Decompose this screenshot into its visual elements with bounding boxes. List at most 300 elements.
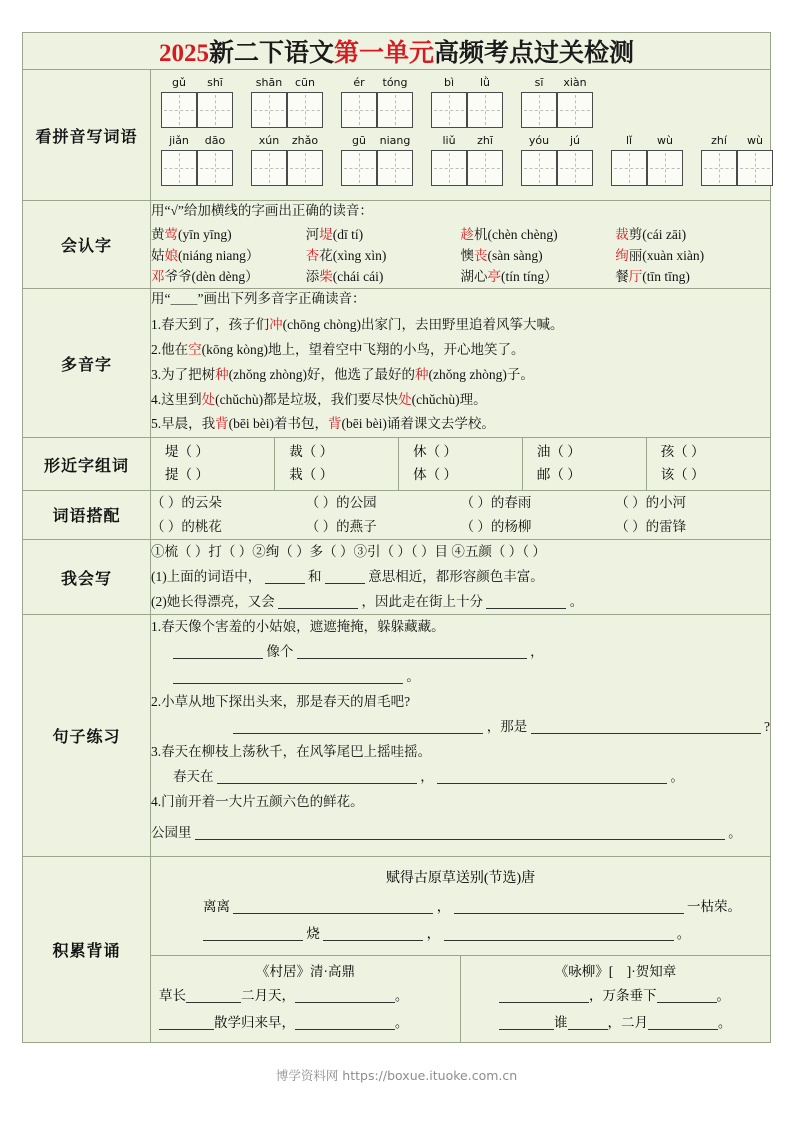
section-body-write — [151, 539, 771, 615]
tianzige-box[interactable] — [521, 92, 557, 128]
recognize-item-readings: (chái cái) — [332, 268, 384, 284]
yongliu-line1-end: 。 — [716, 988, 730, 1004]
section-row-collocation — [23, 491, 771, 539]
pinyin-word-group — [341, 76, 413, 128]
polyphone-item[interactable] — [151, 313, 770, 338]
cunju-line2-blank-2[interactable] — [295, 1014, 395, 1030]
section-row-sentence — [23, 615, 771, 857]
similar-char-bottom: 体（ ） — [413, 467, 457, 483]
similar-char-pair[interactable] — [399, 438, 523, 490]
pinyin-syllable-label: shī — [207, 76, 223, 89]
pinyin-cell — [161, 134, 197, 186]
tianzige-box[interactable] — [197, 150, 233, 186]
recognize-instruction: 用“√”给加横线的字画出正确的读音： — [151, 203, 373, 218]
sentence-4-blank-1[interactable] — [195, 824, 725, 840]
section-label-similar: 形近字组词 — [23, 438, 151, 491]
pinyin-cell — [377, 134, 413, 186]
recognize-item[interactable] — [151, 246, 306, 267]
sentence-2-end: ? — [764, 719, 770, 735]
write-q2-text-c: 。 — [569, 593, 584, 609]
section-row-recognize — [23, 201, 771, 289]
similar-char-bottom: 栽（ ） — [289, 467, 334, 483]
similar-table-row — [151, 438, 770, 490]
pinyin-cell — [431, 76, 467, 128]
pinyin-cell — [557, 76, 593, 128]
recite-line2-end: 。 — [676, 926, 690, 942]
cunju-line1-blank-1[interactable] — [186, 987, 241, 1003]
recite-line2-mid: 烧 — [306, 926, 320, 942]
pinyin-cell — [647, 134, 683, 186]
polyphone-item-number: 5. — [151, 416, 162, 432]
recognize-item-readings: (yīn yīng) — [178, 226, 232, 242]
pinyin-cell — [341, 134, 377, 186]
pinyin-cell — [377, 76, 413, 128]
pinyin-cell — [197, 134, 233, 186]
recognize-item[interactable] — [615, 246, 770, 267]
recognize-target-char: 亭 — [487, 268, 501, 284]
tianzige-box[interactable] — [431, 92, 467, 128]
polyphone-target-char: 空 — [188, 341, 202, 357]
similar-char-pair[interactable] — [151, 438, 275, 490]
write-question-2 — [151, 590, 770, 615]
cunju-line-2 — [159, 1009, 452, 1036]
worksheet-table — [22, 32, 771, 1043]
pinyin-cell — [251, 76, 287, 128]
recognize-item[interactable] — [461, 246, 616, 267]
polyphone-text: 春天到了，孩子们 — [161, 316, 270, 332]
pinyin-cell — [431, 134, 467, 186]
similar-table — [151, 438, 770, 490]
pinyin-cell — [341, 76, 377, 128]
recognize-item-readings: 剪(cái zāi) — [628, 226, 687, 242]
polyphone-target-char: 冲 — [269, 316, 283, 332]
recognize-item[interactable] — [615, 225, 770, 246]
pinyin-syllable-label: zhí — [711, 134, 727, 147]
section-row-recite — [23, 857, 771, 1043]
section-row-similar — [23, 438, 771, 491]
write-question-1 — [151, 565, 770, 590]
sentence-answer-3 — [151, 765, 770, 790]
polyphone-text: 为了把树 — [161, 366, 216, 382]
write-q1-text-a: (1)上面的词语中， — [151, 568, 262, 584]
section-label-recite: 积累背诵 — [23, 857, 151, 1043]
recite-line2-sep: ， — [426, 926, 441, 942]
recognize-item-prefix: 懊 — [460, 247, 474, 263]
sentence-1-text-mid: 像个 — [266, 644, 294, 660]
similar-char-pair[interactable] — [646, 438, 770, 490]
sentence-2-blank-1[interactable] — [233, 718, 483, 734]
polyphone-text: (bēi bèi)诵着课文去学校。 — [341, 416, 495, 432]
polyphone-item-number: 2. — [151, 341, 162, 357]
recognize-item-prefix: 湖心 — [460, 268, 488, 284]
yongliu-line2-blank-2[interactable] — [568, 1014, 608, 1030]
section-row-polyphone — [23, 288, 771, 438]
polyphone-target-char: 种 — [215, 366, 229, 382]
recite-line2-blank-1[interactable] — [203, 925, 303, 941]
recognize-target-char: 厅 — [628, 268, 643, 284]
recite-line2-blank-2[interactable] — [323, 925, 423, 941]
yongliu-line2-mid: 谁 — [554, 1015, 568, 1031]
recognize-row — [151, 225, 770, 246]
recognize-item-prefix: 河 — [305, 226, 320, 242]
pinyin-cell — [557, 134, 593, 186]
sentence-3-blank-1[interactable] — [217, 768, 417, 784]
polyphone-item[interactable] — [151, 338, 770, 363]
recite-poem-title: 赋得古原草送别(节选)唐 — [385, 871, 536, 887]
collocation-item[interactable]: （ ）的云朵 — [151, 495, 222, 511]
recognize-item[interactable] — [306, 225, 461, 246]
recognize-target-char: 莺 — [164, 226, 178, 242]
pinyin-word-group — [161, 134, 233, 186]
pinyin-word-group — [701, 134, 773, 186]
pinyin-syllable-label: ér — [353, 76, 365, 89]
recite-poem-line-1 — [161, 893, 760, 920]
similar-char-bottom: 邮（ ） — [536, 467, 581, 483]
tianzige-box[interactable] — [341, 92, 377, 128]
cunju-line1-mid: 二月天， — [241, 988, 295, 1004]
recognize-row — [151, 246, 770, 267]
sentence-4-text-pre: 公园里 — [151, 825, 192, 841]
recite-poem-cell-yongliu — [461, 956, 771, 1043]
section-label-recognize: 会认字 — [23, 201, 151, 289]
cunju-title: 《村居》清·高鼎 — [256, 964, 355, 980]
tianzige-box[interactable] — [287, 92, 323, 128]
collocation-item[interactable]: （ ）的公园 — [305, 495, 377, 511]
pinyin-syllable-label: wù — [747, 134, 763, 147]
recognize-item[interactable] — [151, 225, 306, 246]
cunju-line1-end: 。 — [395, 988, 409, 1004]
yongliu-line1-blank-2[interactable] — [657, 987, 717, 1003]
sentence-answer-2 — [151, 715, 770, 740]
section-body-sentence — [151, 615, 771, 857]
pinyin-word-group — [431, 134, 503, 186]
pinyin-syllable-label: xiàn — [563, 76, 587, 89]
tianzige-box[interactable] — [467, 92, 503, 128]
sentence-1-sep: ， — [530, 644, 544, 660]
write-q1-blank-2[interactable] — [325, 568, 365, 584]
similar-char-top: 堤（ ） — [165, 444, 209, 460]
similar-char-pair[interactable] — [522, 438, 646, 490]
polyphone-text: 他在 — [161, 341, 189, 357]
sentence-3-blank-2[interactable] — [437, 768, 667, 784]
recognize-target-char: 裁 — [615, 226, 629, 242]
pinyin-row — [161, 134, 766, 186]
recite-line1-end: 一枯荣。 — [687, 899, 741, 915]
similar-char-top: 裁（ ） — [289, 444, 334, 460]
pinyin-syllable-label: shān — [255, 76, 283, 89]
similar-char-bottom: 提（ ） — [165, 467, 209, 483]
tianzige-box[interactable] — [521, 150, 557, 186]
pinyin-syllable-label: lǜ — [479, 76, 491, 89]
recite-line1-pre: 离离 — [203, 899, 230, 915]
pinyin-word-group — [521, 134, 593, 186]
recognize-item[interactable] — [461, 225, 616, 246]
recognize-target-char: 杏 — [305, 247, 320, 263]
tianzige-box[interactable] — [197, 92, 233, 128]
yongliu-line2-sep: ，二月 — [607, 1015, 648, 1031]
tianzige-box[interactable] — [377, 92, 413, 128]
recognize-item-prefix: 添 — [305, 268, 320, 284]
tianzige-box[interactable] — [161, 92, 197, 128]
yongliu-line-2 — [469, 1009, 762, 1036]
polyphone-text: (kōng kòng)地上，望着空中飞翔的小鸟，开心地笑了。 — [201, 341, 525, 357]
sentence-1-blank-2[interactable] — [297, 643, 527, 659]
sentence-1-end: 。 — [406, 669, 420, 685]
recite-line1-blank-1[interactable] — [233, 898, 433, 914]
recognize-target-char: 丧 — [474, 247, 488, 263]
tianzige-box[interactable] — [287, 150, 323, 186]
sentence-3-end: 。 — [670, 769, 684, 785]
pinyin-row — [161, 76, 766, 128]
pinyin-word-group — [341, 134, 413, 186]
pinyin-word-group — [251, 76, 323, 128]
polyphone-instruction: 用“＿＿”画出下列多音字正确读音： — [151, 290, 366, 306]
collocation-item[interactable]: （ ）的雷锋 — [615, 518, 687, 534]
similar-char-pair[interactable] — [275, 438, 399, 490]
section-row-pinyin — [23, 70, 771, 201]
similar-char-bottom: 该（ ） — [660, 467, 705, 483]
recognize-item-prefix: 姑 — [151, 247, 165, 263]
recite-line1-blank-2[interactable] — [454, 898, 684, 914]
collocation-item[interactable]: （ ）的小河 — [615, 495, 687, 511]
sentence-1-blank-3[interactable] — [173, 668, 403, 684]
recognize-item-prefix: 餐 — [615, 268, 629, 284]
polyphone-text: (chǔchù)理。 — [411, 391, 487, 407]
tianzige-box[interactable] — [341, 150, 377, 186]
polyphone-item-number: 1. — [151, 316, 162, 332]
pinyin-syllable-label: niang — [379, 134, 411, 147]
sentence-2-blank-2[interactable] — [531, 718, 761, 734]
page-title: 2025新二下语文第一单元高频考点过关检测 — [158, 40, 635, 67]
write-q1-text-c: 意思相近，都形容颜色丰富。 — [368, 568, 544, 584]
pinyin-syllable-label: gǔ — [172, 76, 186, 89]
recite-poem-cell-cunju — [151, 956, 461, 1043]
polyphone-text: (zhǒng zhòng)好，他选了最好的 — [228, 366, 415, 382]
tianzige-box[interactable] — [377, 150, 413, 186]
sentence-prompt-2: 2.小草从地下探出头来，那是春天的眉毛吧? — [151, 694, 411, 710]
pinyin-syllable-label: lǐ — [625, 134, 633, 147]
collocation-item[interactable]: （ ）的桃花 — [151, 518, 222, 534]
recite-main-poem — [151, 857, 770, 955]
recognize-item[interactable] — [461, 267, 616, 288]
pinyin-syllable-label: xún — [258, 134, 280, 147]
title-row — [23, 33, 771, 70]
section-body-pinyin — [151, 70, 771, 201]
yongliu-line1-blank-1[interactable] — [499, 987, 589, 1003]
recognize-item-readings: 丽(xuàn xiàn) — [628, 247, 705, 263]
section-body-similar — [151, 438, 771, 491]
yongliu-line1-sep: ，万条垂下 — [589, 988, 657, 1004]
pinyin-word-group — [521, 76, 593, 128]
yongliu-line2-end: 。 — [718, 1015, 732, 1031]
polyphone-text: (chōng chòng)出家门，去田野里追着风筝大喊。 — [282, 316, 564, 332]
tianzige-box[interactable] — [431, 150, 467, 186]
recognize-item[interactable] — [306, 246, 461, 267]
recognize-target-char: 邓 — [151, 268, 165, 284]
write-q1-blank-1[interactable] — [265, 568, 305, 584]
section-label-write: 我会写 — [23, 539, 151, 615]
tianzige-box[interactable] — [701, 150, 737, 186]
pinyin-cell — [197, 76, 233, 128]
pinyin-cell — [467, 134, 503, 186]
pinyin-syllable-label: jú — [569, 134, 581, 147]
collocation-item[interactable]: （ ）的杨柳 — [460, 518, 532, 534]
pinyin-cell — [701, 134, 737, 186]
tianzige-box[interactable] — [557, 92, 593, 128]
pinyin-syllable-label: sī — [534, 76, 544, 89]
pinyin-syllable-label: bì — [443, 76, 455, 89]
recognize-target-char: 绚 — [615, 247, 629, 263]
pinyin-syllable-label: wù — [657, 134, 673, 147]
polyphone-target-char: 背 — [215, 416, 229, 432]
yongliu-line-1 — [469, 982, 762, 1009]
collocation-row-list — [151, 491, 770, 538]
pinyin-cell — [161, 76, 197, 128]
cunju-line-1 — [159, 982, 452, 1009]
cunju-line2-blank-1[interactable] — [159, 1014, 214, 1030]
tianzige-box[interactable] — [251, 150, 287, 186]
pinyin-cell — [287, 76, 323, 128]
section-label-pinyin: 看拼音写词语 — [23, 70, 151, 201]
collocation-row — [151, 491, 770, 515]
pinyin-cell — [251, 134, 287, 186]
yongliu-line2-blank-1[interactable] — [499, 1014, 554, 1030]
sentence-3-text-pre: 春天在 — [173, 769, 214, 785]
polyphone-item[interactable] — [151, 412, 770, 437]
recite-poem-line-2 — [161, 920, 760, 947]
pinyin-cell — [737, 134, 773, 186]
polyphone-text: (zhǒng zhòng)子。 — [428, 366, 534, 382]
pinyin-cell — [521, 134, 557, 186]
sentence-prompt-3: 3.春天在柳枝上荡秋千，在风筝尾巴上摇哇摇。 — [151, 744, 432, 760]
section-label-sentence: 句子练习 — [23, 615, 151, 857]
pinyin-cell — [287, 134, 323, 186]
sentence-answer-1 — [151, 640, 770, 690]
write-line-1: ①梳（ ）打（ ）②绚（ ）多（ ）③引（ ）（ ）目 ④五颜（ ）（ ） — [151, 543, 546, 559]
recognize-target-char: 堤 — [319, 226, 333, 242]
recognize-row — [151, 267, 770, 288]
pinyin-syllable-label: jiǎn — [169, 134, 189, 147]
similar-char-top: 休（ ） — [413, 444, 457, 460]
recognize-item[interactable] — [615, 267, 770, 288]
section-row-write — [23, 539, 771, 615]
recognize-item-readings: (tín tíng） — [501, 268, 558, 284]
polyphone-target-char: 处 — [201, 391, 216, 407]
pinyin-syllable-label: cūn — [295, 76, 315, 89]
sentence-2-text-mid: ，那是 — [486, 719, 528, 735]
write-q2-blank-1[interactable] — [278, 593, 358, 609]
pinyin-word-group — [431, 76, 503, 128]
recognize-row-list — [151, 225, 770, 288]
sentence-1-blank-1[interactable] — [173, 643, 263, 659]
tianzige-box[interactable] — [647, 150, 683, 186]
recite-two-poems-table — [151, 955, 770, 1042]
recognize-item-readings: (sàn sàng) — [487, 247, 543, 263]
tianzige-box[interactable] — [737, 150, 773, 186]
section-label-collocation: 词语搭配 — [23, 491, 151, 539]
cunju-line1-pre: 草长 — [159, 988, 186, 1004]
sentence-3-sep: ， — [420, 769, 434, 785]
recognize-target-char: 趁 — [460, 226, 474, 242]
collocation-row — [151, 515, 770, 539]
write-q2-blank-2[interactable] — [486, 593, 566, 609]
cunju-line1-blank-2[interactable] — [295, 987, 395, 1003]
recognize-item-readings: 花(xìng xìn) — [319, 247, 387, 263]
recognize-item[interactable] — [151, 267, 306, 288]
polyphone-item-number: 3. — [151, 366, 162, 382]
section-body-recognize — [151, 201, 771, 289]
watermark: 博学资料网 https://boxue.ituoke.com.cn — [275, 1068, 518, 1083]
page-title-cell — [23, 33, 771, 70]
cunju-line2-end: 。 — [395, 1015, 409, 1031]
write-q1-text-b: 和 — [308, 568, 322, 584]
polyphone-item-number: 4. — [151, 391, 162, 407]
pinyin-cell — [521, 76, 557, 128]
tianzige-box[interactable] — [251, 92, 287, 128]
pinyin-syllable-label: dāo — [204, 134, 226, 147]
polyphone-target-char: 背 — [327, 416, 342, 432]
polyphone-target-char: 种 — [414, 366, 429, 382]
polyphone-item-list — [151, 313, 770, 438]
yongliu-line2-blank-3[interactable] — [648, 1014, 718, 1030]
sentence-4-end: 。 — [728, 825, 742, 841]
write-q2-text-a: (2)她长得漂亮，又会 — [151, 593, 275, 609]
pinyin-syllable-label: zhī — [477, 134, 493, 147]
pinyin-word-group — [161, 76, 233, 128]
title-part-year: 2025 — [158, 40, 209, 67]
section-body-collocation — [151, 491, 771, 539]
cunju-line2-mid: 散学归来早， — [214, 1015, 295, 1031]
pinyin-syllable-label: zhǎo — [291, 134, 319, 147]
sentence-prompt-4: 4.门前开着一大片五颜六色的鲜花。 — [151, 794, 364, 810]
similar-char-top: 孩（ ） — [660, 444, 705, 460]
tianzige-box[interactable] — [161, 150, 197, 186]
tianzige-box[interactable] — [557, 150, 593, 186]
polyphone-text: 早晨，我 — [161, 416, 216, 432]
pinyin-syllable-label: gū — [352, 134, 366, 147]
recognize-item-readings: 机(chèn chèng) — [474, 226, 558, 242]
collocation-item[interactable]: （ ）的春雨 — [460, 495, 532, 511]
recognize-item-readings: (dī tí) — [332, 226, 364, 242]
section-body-recite — [151, 857, 771, 1043]
recognize-target-char: 柴 — [319, 268, 333, 284]
recite-line2-blank-3[interactable] — [444, 925, 674, 941]
sentence-prompt-1: 1.春天像个害羞的小姑娘，遮遮掩掩，躲躲藏藏。 — [151, 619, 445, 635]
yongliu-title: 《咏柳》[ ]·贺知章 — [554, 964, 677, 980]
tianzige-box[interactable] — [467, 150, 503, 186]
worksheet-page — [22, 32, 771, 1043]
recognize-item-readings: (niáng niang） — [178, 247, 260, 263]
recognize-item[interactable] — [306, 267, 461, 288]
recognize-item-prefix: 黄 — [151, 226, 165, 242]
polyphone-item[interactable] — [151, 363, 770, 388]
recite-two-poems-row — [151, 956, 770, 1043]
pinyin-word-group — [611, 134, 683, 186]
pinyin-syllable-label: liǔ — [442, 134, 456, 147]
recognize-item-readings: (tīn tīng) — [642, 268, 690, 284]
pinyin-syllable-label: tóng — [382, 76, 408, 89]
tianzige-box[interactable] — [611, 150, 647, 186]
section-body-polyphone — [151, 288, 771, 438]
sentence-answer-4 — [151, 821, 770, 846]
pinyin-cell — [611, 134, 647, 186]
polyphone-text: 这里到 — [161, 391, 202, 407]
pinyin-cell — [467, 76, 503, 128]
collocation-item[interactable]: （ ）的燕子 — [305, 518, 377, 534]
polyphone-item[interactable] — [151, 388, 770, 413]
recognize-item-readings: 爷爷(dèn dèng） — [164, 268, 259, 284]
section-label-polyphone: 多音字 — [23, 288, 151, 438]
